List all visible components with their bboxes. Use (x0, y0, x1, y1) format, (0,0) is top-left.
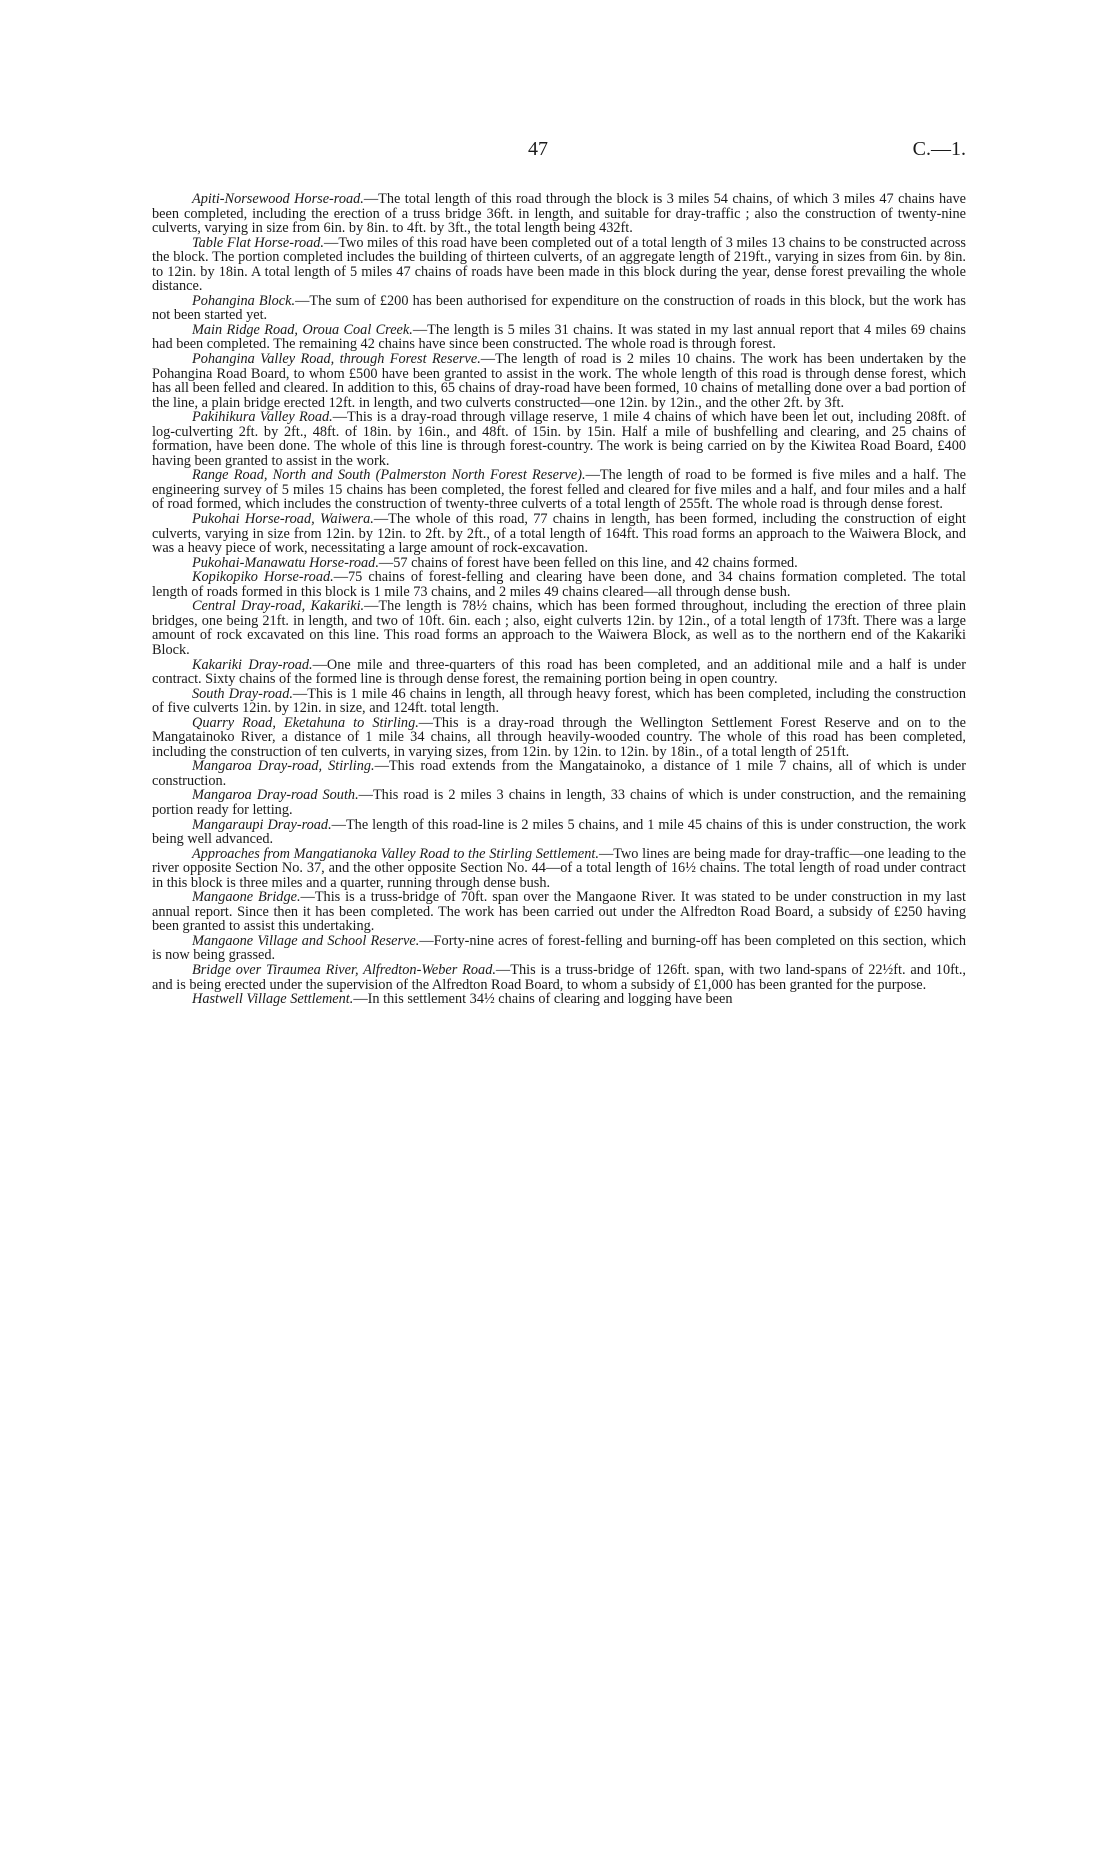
paragraph-title: Kopikopiko Horse-road. (192, 569, 334, 586)
paragraph-text: —Two lines are being made for dray-traffic—one leading to the river opposite Section No. 37, and the other opposite Section No. 44—of a total length of 16½ chains. The total length of road under contract in this block is three miles and a quarter, running through dense bush. (152, 845, 966, 891)
paragraph (152, 352, 966, 410)
paragraph-title: Apiti-Norsewood Horse-road. (192, 191, 364, 207)
paragraph-title: Hastwell Village Settlement. (192, 991, 354, 1008)
paragraph (152, 410, 966, 468)
paragraph-title: Bridge over Tiraumea River, Alfredton-Weber Road. (192, 961, 496, 978)
paragraph-text: —75 chains of forest-felling and clearing have been done, and 34 chains formation completed. The total length of roads formed in this block is 1 mile 73 chains, and 2 miles 49 chains cleared—all through dense bush. (152, 569, 967, 600)
paragraph-text: —Two miles of this road have been completed out of a total length of 3 miles 13 chains to be constructed across the block. The portion completed includes the building of thirteen culverts, of an aggregate length of 219ft., varying in sizes from 6in. by 8in. to 12in. by 18in. A total length of 5 miles 47 chains of roads have been made in this block during the year, dense forest prevailing the whole distance. (152, 234, 966, 295)
paragraph-title: South Dray-road. (192, 685, 293, 702)
paragraph-text: —The sum of £200 has been authorised for expenditure on the construction of roads in this block, but the work has not been started yet. (152, 292, 966, 324)
paragraph (152, 992, 966, 1007)
paragraph-text: —This is a truss-bridge of 126ft. span, with two land-spans of 22½ft. and 10ft., and is being erected under the supervision of the Alfredton Road Board, to whom a subsidy of £1,000 has been granted for the purpose. (152, 961, 966, 993)
paragraph (152, 658, 966, 687)
paragraph (152, 788, 966, 817)
section-reference: C.—1. (912, 138, 966, 160)
paragraph-text: —The total length of this road through the block is 3 miles 54 chains, of which 3 miles 47 chains have been completed, including the erection of a truss bridge 36ft. in length, and suitable for dray-traffic ; also the construction of twenty-nine culverts, varying in size from 6in. by 8in. to 4ft. by 3ft., the total length being 432ft. (152, 191, 966, 237)
paragraph-text: —57 chains of forest have been felled on this line, and 42 chains formed. (378, 554, 798, 571)
paragraph-title: Mangaroa Dray-road South. (192, 787, 359, 804)
paragraph (152, 599, 966, 657)
paragraph-text: —The length is 5 miles 31 chains. It was stated in my last annual report that 4 miles 69 chains had been completed. The remaining 42 chains have since been constructed. The whole road is through forest. (152, 321, 966, 353)
paragraph-text: —The length of road is 2 miles 10 chains. The work has been undertaken by the Pohangina Road Board, to whom £500 have been granted to assist in the work. The whole length of this road is through dense forest, which has all been felled and cleared. In addition to this, 65 chains of dray-road have been formed, 10 chains of metalling done over a bad portion of the line, a plain bridge erected 12ft. in length, and two culverts constructed—one 12in. by 12in., and the other 2ft. by 3ft. (152, 351, 966, 411)
paragraph-title: Pukohai-Manawatu Horse-road. (192, 554, 379, 571)
paragraph-title: Range Road, North and South (Palmerston North Forest Reserve). (192, 467, 586, 484)
paragraph (152, 687, 966, 716)
paragraph (152, 934, 966, 963)
paragraph-text: —The length of this road-line is 2 miles 5 chains, and 1 mile 45 chains of this is under construction, the work being well advanced. (152, 816, 966, 848)
body-text (152, 192, 966, 1007)
page-number: 47 (528, 138, 548, 160)
paragraph-text: —This road is 2 miles 3 chains in length, 33 chains of which is under construction, and the remaining portion ready for letting. (152, 787, 966, 818)
paragraph-title: Pohangina Valley Road, through Forest Reserve. (192, 351, 481, 368)
page-header (152, 132, 966, 168)
paragraph-title: Main Ridge Road, Oroua Coal Creek. (192, 321, 413, 338)
paragraph (152, 512, 966, 556)
paragraph (152, 818, 966, 847)
paragraph-title: Pohangina Block. (192, 292, 296, 309)
document-page (152, 132, 966, 1007)
paragraph-title: Pukohai Horse-road, Waiwera. (192, 511, 374, 528)
paragraph-text: —In this settlement 34½ chains of clearing and logging have been (353, 991, 733, 1008)
paragraph-title: Kakariki Dray-road. (192, 656, 313, 673)
paragraph-text: —This is a truss-bridge of 70ft. span over the Mangaone River. It was stated to be under construction in my last annual report. Since then it has been completed. The work has been carried out under the Alfredton Road Board, a subsidy of £250 having been granted to assist this undertaking. (152, 889, 966, 935)
paragraph-title: Mangaone Village and School Reserve. (192, 932, 420, 949)
paragraph (152, 236, 966, 294)
paragraph-title: Mangaraupi Dray-road. (192, 816, 332, 833)
paragraph (152, 570, 966, 599)
paragraph-text: —The length is 78½ chains, which has been formed throughout, including the erection of three plain bridges, one being 21ft. in length, and two of 10ft. 6in. each ; also, eight culverts 12in. by 12in., of a total length of 173ft. There was a large amount of rock excavated on this line. This road forms an approach to the Waiwera Block, as well as to the northern end of the Kakariki Block. (152, 598, 967, 658)
paragraph-text: —This is a dray-road through the Wellington Settlement Forest Reserve and on to the Mangatainoko River, a distance of 1 mile 34 chains, all through heavily-wooded country. The whole of this road has been completed, including the construction of ten culverts, in varying sizes, from 12in. by 12in. to 12in. by 18in., of a total length of 251ft. (152, 714, 966, 760)
paragraph (152, 468, 966, 512)
paragraph-text: —This road extends from the Mangatainoko, a distance of 1 mile 7 chains, all of which is under construction. (152, 758, 966, 789)
paragraph-text: —Forty-nine acres of forest-felling and burning-off has been completed on this section, which is now being grassed. (152, 932, 966, 964)
paragraph (152, 963, 966, 992)
paragraph (152, 847, 966, 891)
paragraph-text: —This is a dray-road through village reserve, 1 mile 4 chains of which have been let out, including 208ft. of log-culverting 2ft. by 2ft., 48ft. of 18in. by 16in., and 48ft. of 15in. by 15in. Half a mile of bushfelling and clearing, and 25 chains of formation, have been done. The whole of this line is through forest-country. The work is being carried on by the Kiwitea Road Board, £400 having been granted to assist in the work. (152, 409, 967, 469)
paragraph (152, 716, 966, 760)
paragraph-text: —One mile and three-quarters of this road has been completed, and an additional mile and a half is under contract. Sixty chains of the formed line is through dense forest, the remaining portion being in open country. (152, 656, 966, 688)
paragraph (152, 192, 966, 236)
paragraph-title: Quarry Road, Eketahuna to Stirling. (192, 714, 419, 731)
paragraph (152, 759, 966, 788)
paragraph-title: Table Flat Horse-road. (192, 234, 325, 251)
paragraph-text: —The length of road to be formed is five miles and a half. The engineering survey of 5 miles 15 chains has been completed, the forest felled and cleared for five miles and a half, and four miles and a half of road formed, which includes the construction of twenty-three culverts of a total length of 255ft. The whole road is through dense forest. (152, 467, 966, 513)
paragraph-title: Mangaone Bridge. (192, 889, 301, 906)
paragraph-title: Approaches from Mangatianoka Valley Road to the Stirling Settlement. (192, 845, 599, 862)
paragraph-title: Central Dray-road, Kakariki. (192, 598, 365, 615)
paragraph (152, 294, 966, 323)
paragraph (152, 556, 966, 571)
paragraph-title: Mangaroa Dray-road, Stirling. (192, 758, 375, 775)
paragraph-title: Pakihikura Valley Road. (192, 409, 333, 426)
paragraph (152, 323, 966, 352)
paragraph-text: —The whole of this road, 77 chains in length, has been formed, including the construction of eight culverts, varying in size from 12in. by 12in. to 2ft. by 2ft., of a total length of 164ft. This road forms an approach to the Waiwera Block, and was a heavy piece of work, necessitating a large amount of rock-excavation. (152, 511, 966, 557)
paragraph-text: —This is 1 mile 46 chains in length, all through heavy forest, which has been completed, including the construction of five culverts 12in. by 12in. in size, and 124ft. total length. (152, 685, 966, 717)
paragraph (152, 890, 966, 934)
